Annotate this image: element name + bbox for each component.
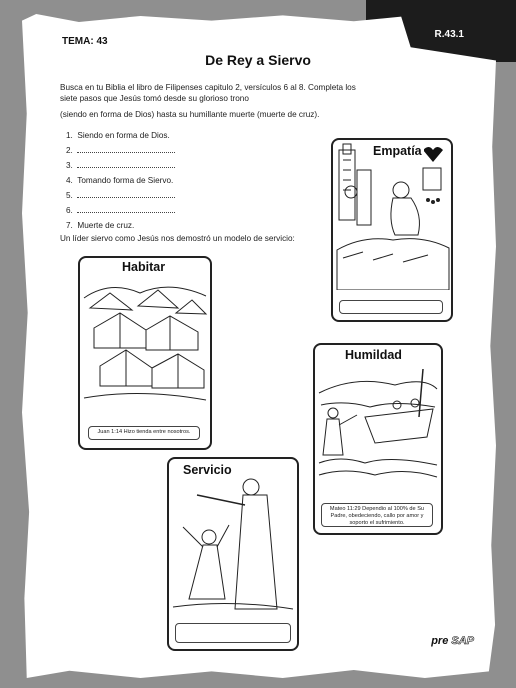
card-servicio xyxy=(167,457,299,651)
card-caption: Mateo 11:29 Dependio al 100% de Su Padre, obedeciendo, callo por amor y soporto el sufrimiento. xyxy=(321,503,433,527)
brand-logo xyxy=(431,635,474,647)
worksheet-code: R.43.1 xyxy=(434,29,464,40)
card-answer-box[interactable] xyxy=(175,623,291,643)
steps-list xyxy=(66,128,175,233)
lead-text: Un líder siervo como Jesús nos demostró un modelo de servicio: xyxy=(60,234,295,243)
brand-pre: pre xyxy=(431,635,449,647)
card-title: Empatía xyxy=(373,144,422,158)
step-text: Tomando forma de Siervo. xyxy=(77,176,174,185)
instructions-paragraph-2: (siendo en forma de Dios) hasta su humillante muerte (muerte de cruz). xyxy=(60,110,320,119)
tema-label: TEMA: 43 xyxy=(62,36,108,47)
step-item xyxy=(66,128,175,143)
step-answer-line[interactable] xyxy=(77,158,175,168)
step-item xyxy=(66,203,175,218)
step-item xyxy=(66,188,175,203)
step-answer-line[interactable] xyxy=(77,143,175,153)
empatia-illustration xyxy=(333,140,451,290)
card-caption: Juan 1:14 Hizo tienda entre nosotros. xyxy=(88,426,200,440)
habitar-illustration xyxy=(80,258,210,418)
brand-sap: SAP xyxy=(451,635,474,647)
step-item xyxy=(66,218,175,233)
card-answer-box[interactable] xyxy=(339,300,443,314)
card-humildad xyxy=(313,343,443,535)
page-title: De Rey a Siervo xyxy=(205,52,311,68)
step-text: Muerte de cruz. xyxy=(77,221,135,230)
step-text: Siendo en forma de Dios. xyxy=(77,131,170,140)
step-number: 1. xyxy=(66,131,73,140)
step-number: 4. xyxy=(66,176,73,185)
step-item xyxy=(66,158,175,173)
servicio-illustration xyxy=(169,459,297,617)
step-number: 5. xyxy=(66,191,73,200)
step-answer-line[interactable] xyxy=(77,188,175,198)
card-habitar xyxy=(78,256,212,450)
humildad-illustration xyxy=(315,345,441,495)
instructions xyxy=(60,82,360,125)
step-answer-line[interactable] xyxy=(77,203,175,213)
instructions-paragraph-1: Busca en tu Biblia el libro de Filipenses capitulo 2, versículos 6 al 8. Completa los siete pasos que Jesús tomó desde su glorioso trono xyxy=(60,83,356,103)
card-title: Servicio xyxy=(183,463,232,477)
step-item xyxy=(66,143,175,158)
card-title: Humildad xyxy=(345,348,402,362)
step-number: 7. xyxy=(66,221,73,230)
step-number: 2. xyxy=(66,146,73,155)
card-title: Habitar xyxy=(122,260,166,274)
card-empatia xyxy=(331,138,453,322)
step-number: 3. xyxy=(66,161,73,170)
step-number: 6. xyxy=(66,206,73,215)
step-item xyxy=(66,173,175,188)
